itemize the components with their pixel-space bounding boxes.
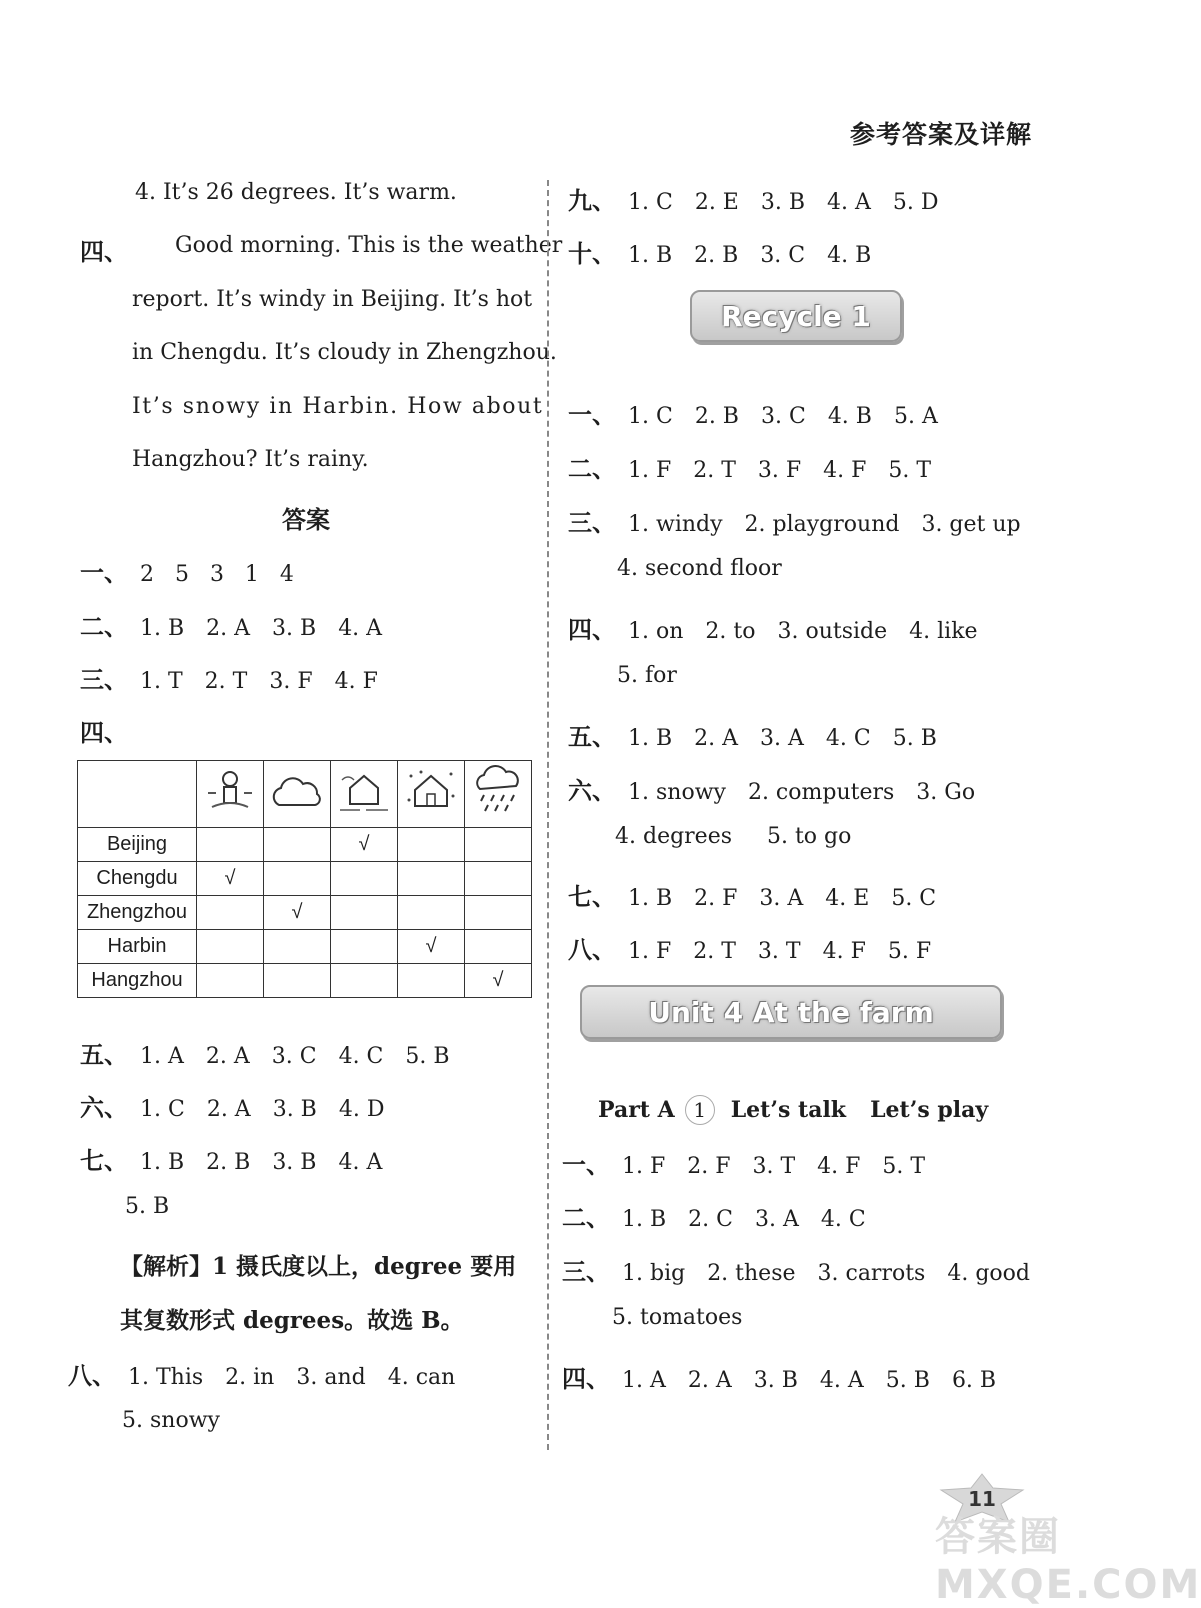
city-cell: Chengdu (78, 862, 197, 896)
unit-row-3: 三、 1. big 2. these 3. carrots 4. good (562, 1257, 1030, 1286)
lesson-number: 1 (685, 1095, 715, 1125)
recycle-row-7: 七、 1. B 2. F 3. A 4. E 5. C (568, 882, 937, 911)
table-row (78, 896, 532, 930)
table-corner (78, 761, 197, 828)
unit-row-2: 二、 1. B 2. C 3. A 4. C (562, 1203, 866, 1232)
page-header: 参考答案及详解 (850, 120, 1033, 149)
unit-row-1: 一、 1. F 2. F 3. T 4. F 5. T (562, 1150, 926, 1179)
analysis-line-2: 其复数形式 degrees。故选 B。 (120, 1307, 464, 1334)
page-number: 11 (968, 1487, 996, 1511)
answer-row-1 (80, 553, 294, 588)
answer-row-6: 六、 1. C 2. A 3. B 4. D (80, 1093, 385, 1122)
sunny-icon (197, 761, 264, 828)
check-mark: √ (398, 930, 465, 964)
analysis-line-1: 【解析】1 摄氏度以上，degree 要用 (120, 1253, 517, 1280)
section-si-label: 四、 (80, 237, 128, 266)
city-cell: Beijing (78, 828, 197, 862)
watermark: 答案圈 MXQE.COM (935, 1514, 1201, 1608)
city-cell: Hangzhou (78, 964, 197, 998)
passage-line-5: Hangzhou? It’s rainy. (132, 447, 369, 472)
check-mark: √ (197, 862, 264, 896)
answer-row-8-extra: 5. snowy (122, 1408, 220, 1433)
weather-table (77, 760, 532, 998)
recycle-row-3-extra: 4. second floor (617, 556, 782, 581)
answer-row-2: 二、 1. B 2. A 3. B 4. A (80, 612, 383, 641)
recycle-row-3: 三、 1. windy 2. playground 3. get up (568, 508, 1021, 537)
part-a-heading: Part A 1 Let’s talk Let’s play (598, 1097, 989, 1123)
sentence-4: 4. It’s 26 degrees. It’s warm. (135, 180, 457, 205)
city-cell: Harbin (78, 930, 197, 964)
recycle-row-1: 一、 1. C 2. B 3. C 4. B 5. A (568, 400, 938, 429)
recycle-row-5: 五、 1. B 2. A 3. A 4. C 5. B (568, 722, 937, 751)
cloudy-icon (264, 761, 331, 828)
passage-line-1: Good morning. This is the weather (175, 233, 563, 258)
snowy-icon (398, 761, 465, 828)
check-mark: √ (465, 964, 532, 998)
unit-row-3-extra: 5. tomatoes (612, 1305, 743, 1330)
table-row (78, 862, 532, 896)
answer-row-3: 三、 1. T 2. T 3. F 4. F (80, 665, 378, 694)
answers-title: 答案 (282, 505, 330, 534)
windy-icon (331, 761, 398, 828)
recycle-row-6: 六、 1. snowy 2. computers 3. Go (568, 776, 976, 805)
rainy-icon (465, 761, 532, 828)
answer-seq: 2 5 3 1 4 (140, 562, 294, 587)
recycle-row-8: 八、 1. F 2. T 3. T 4. F 5. F (568, 935, 932, 964)
answer-row-8: 八、 1. This 2. in 3. and 4. can (68, 1361, 456, 1390)
answer-row-4-label: 四、 (80, 718, 128, 747)
table-row (78, 828, 532, 862)
recycle-row-4: 四、 1. on 2. to 3. outside 4. like (568, 615, 978, 644)
passage-line-4: It’s snowy in Harbin. How about (132, 394, 544, 419)
answer-row-7-extra: 5. B (125, 1194, 170, 1219)
column-divider (547, 180, 549, 1450)
answer-row-9: 九、 1. C 2. E 3. B 4. A 5. D (568, 186, 939, 215)
passage-line-2: report. It’s windy in Beijing. It’s hot (132, 287, 533, 312)
recycle-row-6-extra: 4. degrees 5. to go (615, 824, 852, 849)
table-row (78, 964, 532, 998)
recycle-row-2: 二、 1. F 2. T 3. F 4. F 5. T (568, 454, 932, 483)
passage-line-3: in Chengdu. It’s cloudy in Zhengzhou. (132, 340, 557, 365)
check-mark: √ (331, 828, 398, 862)
unit-row-4: 四、 1. A 2. A 3. B 4. A 5. B 6. B (562, 1364, 997, 1393)
recycle-1-banner: Recycle 1 (690, 290, 902, 342)
unit-4-banner: Unit 4 At the farm (580, 985, 1002, 1039)
answer-row-10: 十、 1. B 2. B 3. C 4. B (568, 239, 872, 268)
city-cell: Zhengzhou (78, 896, 197, 930)
check-mark: √ (264, 896, 331, 930)
table-row (78, 930, 532, 964)
recycle-row-4-extra: 5. for (617, 663, 677, 688)
answer-row-5: 五、 1. A 2. A 3. C 4. C 5. B (80, 1040, 450, 1069)
row-label: 一、 (80, 558, 128, 587)
answer-row-7: 七、 1. B 2. B 3. B 4. A (80, 1146, 383, 1175)
